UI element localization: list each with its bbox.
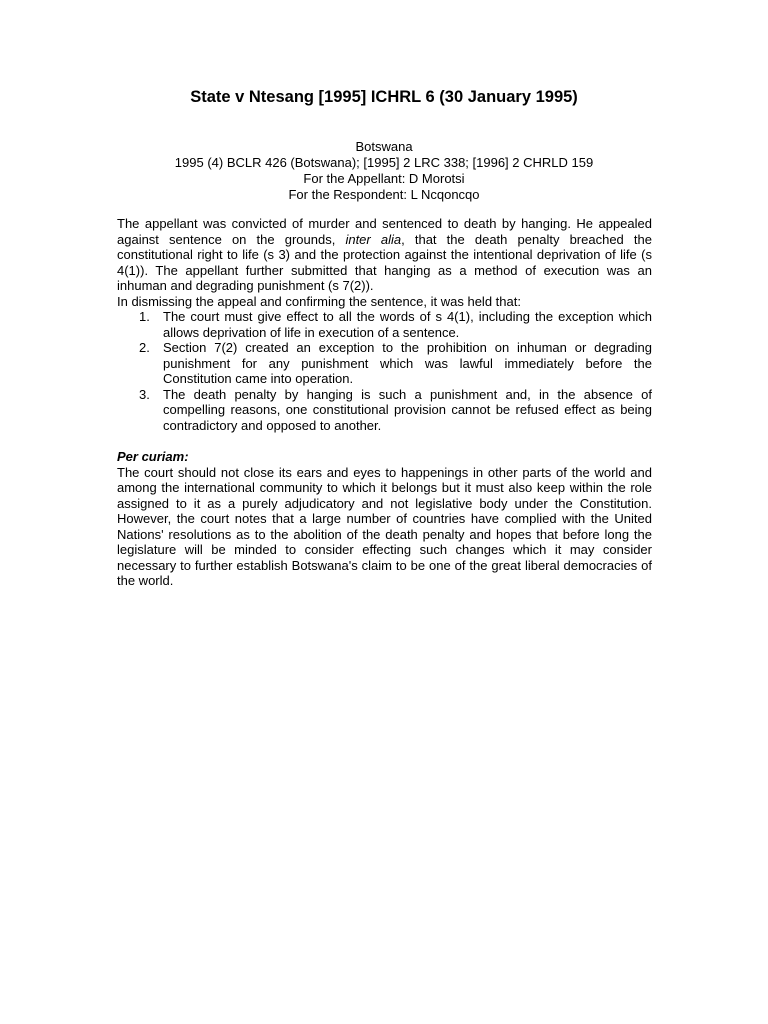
- respondent-counsel: For the Respondent: L Ncqoncqo: [288, 187, 480, 202]
- held-intro: In dismissing the appeal and confirming the sentence, it was held that:: [117, 293, 521, 309]
- document-body: [117, 216, 652, 589]
- holdings-list: [117, 309, 652, 433]
- appellant-counsel: For the Appellant: D Morotsi: [303, 171, 465, 186]
- holding-text: The court must give effect to all the words of s 4(1), including the exception which allows deprivation of life in execution of a sentence.: [163, 309, 652, 340]
- holding-text: The death penalty by hanging is such a punishment and, in the absence of compelling reasons, one constitutional provision cannot be refused effect as being contradictory and opposed to another.: [163, 386, 652, 433]
- holding-text: Section 7(2) created an exception to the prohibition on inhuman or degrading punishment for any punishment which was lawful immediately before the Constitution came into operation.: [163, 340, 652, 386]
- holding-number: 2.: [139, 340, 150, 355]
- holding-number: 3.: [139, 386, 150, 402]
- per-curiam-heading: Per curiam:: [117, 449, 189, 464]
- inter-alia-phrase: inter alia: [345, 231, 402, 247]
- holding-item: [139, 340, 652, 387]
- holding-item: [139, 386, 652, 434]
- citation-line: 1995 (4) BCLR 426 (Botswana); [1995] 2 LRC 338; [1996] 2 CHRLD 159: [174, 155, 594, 170]
- page-title: State v Ntesang [1995] ICHRL 6 (30 January 1995): [190, 88, 578, 106]
- summary-text-part1: The appellant was convicted of murder and sentenced to death by hanging. He appealed against sentence on the grounds,: [117, 216, 652, 247]
- holding-item: [139, 309, 652, 340]
- country-label: Botswana: [355, 139, 413, 154]
- holding-number: 1.: [139, 309, 150, 324]
- per-curiam-paragraph: The court should not close its ears and eyes to happenings in other parts of the world and among the international community to which it belongs but it must also keep within the role assigned to it as a purely adjudicatory and not legislative body under the Constitution. However, the court notes that a large number of countries have complied with the United Nations' resolutions as to the abolition of the death penalty and hopes that before long the legislature will be minded to consider effecting such changes which it may consider necessary to further establish Botswana's claim to be one of the great liberal democracies of the world.: [117, 464, 652, 588]
- case-summary-paragraph: [117, 216, 652, 294]
- summary-text-part2: , that the death penalty breached the constitutional right to life (s 3) and the protection against the intentional deprivation of life (s 4(1)). The appellant further submitted that hanging as a method of execution was an inhuman and degrading punishment (s 7(2)).: [117, 231, 652, 293]
- case-metadata: [0, 139, 768, 203]
